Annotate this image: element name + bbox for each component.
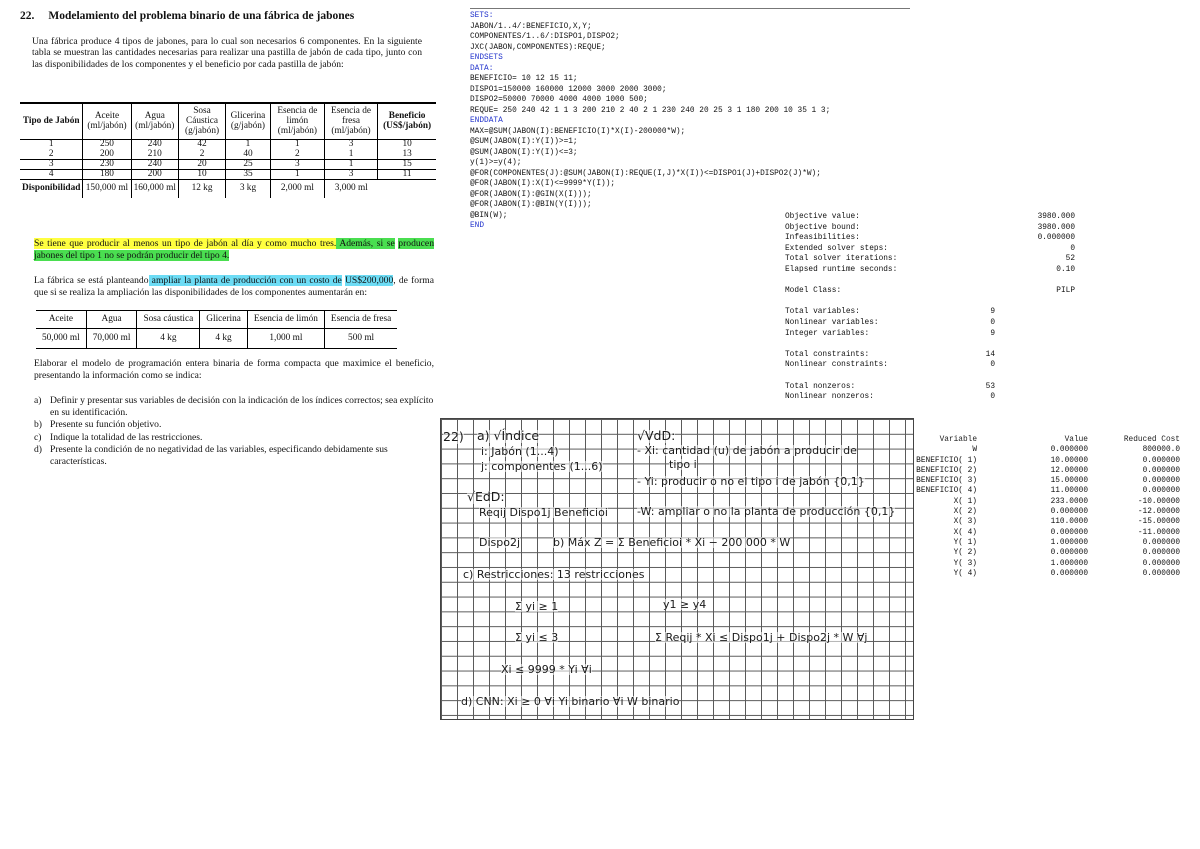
- report-value: PILP: [1056, 287, 1075, 296]
- table-header: Sosa cáustica: [137, 311, 200, 329]
- report-label: Total solver iterations:: [785, 255, 898, 264]
- table-cell: 0.000000: [1142, 538, 1180, 547]
- report-row: [785, 255, 1075, 266]
- table-row: [912, 446, 1180, 456]
- expansion-text-end: , de forma que si se realiza la ampliación las disponibilidades de los componentes aumentarán en:: [34, 275, 434, 298]
- table-cell: 250: [83, 140, 131, 150]
- table-header: Esencia de limón: [247, 311, 324, 329]
- report-row: [785, 234, 1075, 245]
- table-cell: 3,000 ml: [324, 180, 377, 198]
- table-cell: W: [972, 446, 977, 455]
- report-row: [785, 287, 1075, 298]
- report-label: Objective bound:: [785, 223, 860, 232]
- note-var-y: - Yi: producir o no el tipo i de jabón {0,1}: [637, 475, 865, 488]
- code-line: ENDDATA: [470, 117, 503, 125]
- instructions-paragraph: Elaborar el modelo de programación entera binaria de forma compacta que maximice el beneficio, presentando la información como se indica:: [34, 358, 434, 381]
- task-text: Presente la condición de no negatividad de las variables, especificando debidamente sus características.: [50, 444, 388, 467]
- column-header: Value: [1064, 436, 1088, 444]
- table-cell: X( 3): [953, 518, 977, 527]
- table-row: [912, 539, 1180, 549]
- code-line: DATA:: [470, 64, 494, 73]
- table-cell: 180: [83, 170, 131, 180]
- table-row: [912, 487, 1180, 497]
- table-cell: Y( 4): [953, 569, 977, 578]
- report-row: [785, 266, 1075, 277]
- table-header: Esencia de fresa (ml/jabón): [324, 103, 377, 140]
- table-cell: Disponibilidad: [20, 180, 83, 198]
- constraint-paragraph: [34, 238, 434, 261]
- variables-header: [912, 436, 1180, 446]
- table-cell: 230: [83, 159, 131, 169]
- table-header: Agua (ml/jabón): [131, 103, 179, 140]
- table-header: Aceite: [36, 311, 86, 329]
- report-label: Total nonzeros:: [785, 382, 856, 391]
- report-label: Nonlinear variables:: [785, 318, 879, 327]
- table-header: Esencia de limón (ml/jabón): [270, 103, 324, 140]
- code-line: ENDSETS: [470, 54, 503, 62]
- table-cell: 0.000000: [1050, 569, 1088, 578]
- table-row: [912, 467, 1180, 477]
- report-row: [785, 224, 1075, 235]
- task-text: Definir y presentar sus variables de decisión con la indicación de los índices correctos; sea explícito en su identificación.: [50, 395, 434, 418]
- table-cell: 20: [179, 159, 226, 169]
- code-line: BENEFICIO= 10 12 15 11;: [470, 75, 578, 83]
- table-cell: 240: [131, 159, 179, 169]
- task-text: Indique la totalidad de las restricciones.: [50, 431, 203, 443]
- note-constraint: y1 ≥ y4: [663, 598, 707, 611]
- report-value: 14: [985, 350, 995, 359]
- table-cell: 10: [179, 170, 226, 180]
- code-line: DISPO2=50000 70000 4000 4000 1000 500;: [470, 96, 648, 104]
- table-cell: 0.000000: [1142, 456, 1180, 465]
- table-cell: 3: [20, 159, 83, 169]
- highlight-green-b: producen jabones del tipo 1 no se podrán producir del tipo 4.: [34, 238, 434, 261]
- table-row: [20, 170, 436, 180]
- code-line: @SUM(JABON(I):Y(I))<=3;: [470, 148, 578, 157]
- report-value: 0.000000: [1037, 234, 1075, 243]
- table-cell: 1,000 ml: [247, 329, 324, 349]
- table-row: [912, 477, 1180, 487]
- table-cell: 3: [324, 140, 377, 150]
- availability-row: [20, 180, 436, 198]
- table-cell: X( 4): [953, 528, 977, 537]
- report-value: 0.10: [1056, 265, 1075, 274]
- note-index-heading: a) √Índice: [477, 428, 540, 443]
- table-row: [20, 140, 436, 150]
- report-label: Total variables:: [785, 308, 860, 317]
- highlight-blue-b: US$200,000: [345, 275, 394, 286]
- note-edd-heading: √EdD:: [467, 489, 505, 504]
- report-gap: [785, 277, 1075, 288]
- report-value: 0: [990, 318, 995, 327]
- report-row: [785, 213, 1075, 224]
- note-params: Reqij Dispo1j Beneficioi: [479, 506, 608, 519]
- table-cell: BENEFICIO( 3): [916, 477, 977, 486]
- table-cell: 42: [179, 140, 226, 150]
- table-cell: -10.00000: [1137, 497, 1180, 506]
- report-value: 3980.000: [1037, 223, 1075, 232]
- lingo-code: [470, 8, 910, 232]
- note-non-negativity: d) CNN: Xi ≥ 0 ∀i Yi binario ∀i W binario: [461, 695, 680, 708]
- table-cell: 1: [324, 159, 377, 169]
- report-label: Elapsed runtime seconds:: [785, 265, 898, 274]
- code-line: @FOR(JABON(I):@GIN(X(I)));: [470, 190, 592, 199]
- table-cell: 35: [226, 170, 271, 180]
- report-row: [785, 383, 1075, 394]
- table-cell: 1: [48, 139, 54, 150]
- solver-report: [785, 213, 1075, 404]
- table-cell: 2: [270, 150, 324, 160]
- code-line: MAX=@SUM(JABON(I):BENEFICIO(I)*X(I)-200000*W);: [470, 127, 686, 136]
- report-value: 0: [990, 393, 995, 402]
- table-cell: 70,000 ml: [86, 329, 137, 349]
- highlight-yellow: Se tiene que producir al menos un tipo de jabón al día y como mucho tres.: [34, 238, 337, 249]
- report-row: [785, 330, 1075, 341]
- table-cell: 1: [270, 170, 324, 180]
- task-label: b): [34, 419, 42, 430]
- table-cell: 3 kg: [226, 180, 271, 198]
- table-cell: Y( 2): [953, 549, 977, 558]
- note-constraint: Σ Reqij * Xi ≤ Dispo1j + Dispo2j * W ∀j: [655, 631, 868, 644]
- table-header: Glicerina: [200, 311, 248, 329]
- table-cell: 0.000000: [1142, 487, 1180, 496]
- problem-intro: Una fábrica produce 4 tipos de jabones, para lo cual son necesarios 6 componentes. En la siguiente tabla se muestran las cantidades necesarias para realizar una pastilla de jabón de cada tipo, junto con las disponibilidades de los componentes y el beneficio por cada pastilla de jabón:: [32, 35, 422, 70]
- table-cell: 11: [378, 170, 436, 180]
- table-header: Aceite (ml/jabón): [83, 103, 131, 140]
- table-cell: 11.00000: [1050, 487, 1088, 496]
- table-row: [20, 150, 436, 160]
- report-value: 9: [990, 329, 995, 338]
- task-label: d): [34, 444, 42, 455]
- report-label: Model Class:: [785, 287, 842, 296]
- table-cell: 1: [226, 140, 271, 150]
- table-cell: X( 2): [953, 508, 977, 517]
- report-label: Nonlinear constraints:: [785, 361, 888, 370]
- table-cell: 1: [270, 140, 324, 150]
- table-row: [912, 529, 1180, 539]
- note-objective: b) Máx Z = Σ Beneficioi * Xi − 200 000 * W: [553, 536, 791, 549]
- note-number: 22): [443, 429, 464, 444]
- table-cell: 13: [378, 150, 436, 160]
- table-cell: -11.00000: [1137, 528, 1180, 537]
- table-row: [912, 518, 1180, 528]
- task-text: Presente su función objetivo.: [50, 419, 162, 430]
- report-row: [785, 361, 1075, 372]
- table-cell: [378, 180, 436, 198]
- table-cell: 500 ml: [324, 329, 397, 349]
- report-row: [785, 393, 1075, 404]
- report-value: 0: [990, 361, 995, 370]
- expansion-paragraph: [34, 275, 434, 298]
- table-cell: 4 kg: [137, 329, 200, 349]
- table-cell: 0.000000: [1142, 549, 1180, 558]
- table-cell: 210: [131, 150, 179, 160]
- table-cell: 0.000000: [1050, 508, 1088, 517]
- report-row: [785, 351, 1075, 362]
- table-cell: 1.000000: [1050, 559, 1088, 568]
- code-line: JABON/1..4/:BENEFICIO,X,Y;: [470, 22, 592, 31]
- task-list: [34, 395, 439, 468]
- note-constraint: Σ yi ≥ 1: [515, 600, 559, 613]
- note-var-x-cont: tipo i: [669, 458, 697, 471]
- table-row: [912, 570, 1180, 580]
- expansion-text: La fábrica se está planteando: [34, 275, 149, 286]
- list-item: [34, 419, 439, 431]
- table-cell: 0.000000: [1050, 446, 1088, 455]
- highlight-green-a: Además, si se: [336, 238, 395, 249]
- code-line: y(1)>=y(4);: [470, 159, 522, 167]
- table-cell: BENEFICIO( 2): [916, 466, 977, 475]
- table-cell: 50,000 ml: [42, 333, 80, 344]
- problem-number: 22.: [20, 10, 35, 22]
- note-index-j: j: componentes (1...6): [481, 460, 603, 473]
- code-line: JXC(JABON,COMPONENTES):REQUE;: [470, 43, 606, 52]
- table-cell: 240: [131, 140, 179, 150]
- list-item: [34, 444, 439, 467]
- code-line: @FOR(COMPONENTES(J):@SUM(JABON(I):REQUE(I,J)*X(I))<=DISPO1(J)+DISPO2(J)*W);: [470, 169, 821, 178]
- table-cell: X( 1): [953, 497, 977, 506]
- report-row: [785, 319, 1075, 330]
- report-label: Nonlinear nonzeros:: [785, 393, 874, 402]
- task-label: a): [34, 395, 42, 406]
- table-cell: 0.000000: [1142, 477, 1180, 486]
- table-cell: 0.000000: [1050, 528, 1088, 537]
- report-value: 3980.000: [1037, 213, 1075, 221]
- note-var-w: -W: ampliar o no la planta de producción {0,1}: [637, 505, 896, 518]
- table-row: [912, 560, 1180, 570]
- table-cell: 0.000000: [1142, 559, 1180, 568]
- table-cell: BENEFICIO( 1): [916, 456, 977, 465]
- report-label: Integer variables:: [785, 329, 870, 338]
- table-cell: 0.000000: [1050, 549, 1088, 558]
- table-header: Esencia de fresa: [324, 311, 397, 329]
- note-constraint: Σ yi ≤ 3: [515, 631, 559, 644]
- table-cell: 3: [270, 159, 324, 169]
- report-label: Extended solver steps:: [785, 244, 888, 253]
- table-cell: 110.0000: [1050, 518, 1088, 527]
- table-cell: 25: [226, 159, 271, 169]
- table-header: Agua: [86, 311, 137, 329]
- table-row: [20, 159, 436, 169]
- problem-document: [20, 10, 434, 467]
- table-cell: 0.000000: [1142, 466, 1180, 475]
- code-line: @FOR(JABON(I):@BIN(Y(I)));: [470, 201, 592, 209]
- table-cell: 160,000 ml: [131, 180, 179, 198]
- table-row: [912, 508, 1180, 518]
- table-cell: -15.00000: [1137, 518, 1180, 527]
- table-cell: BENEFICIO( 4): [916, 487, 977, 496]
- table-cell: Y( 3): [953, 559, 977, 568]
- task-label: c): [34, 431, 42, 443]
- table-cell: 15: [378, 159, 436, 169]
- code-line: @FOR(JABON(I):X(I)<=9999*Y(I));: [470, 180, 616, 188]
- table-header: Glicerina (g/jabón): [226, 103, 271, 140]
- report-row: [785, 245, 1075, 256]
- problem-title: [20, 10, 425, 24]
- report-value: 53: [985, 382, 995, 391]
- list-item: [34, 432, 439, 444]
- code-line: COMPONENTES/1..6/:DISPO1,DISPO2;: [470, 33, 620, 41]
- report-value: 0: [1070, 244, 1075, 253]
- code-line: END: [470, 222, 485, 230]
- table-cell: 40: [226, 150, 271, 160]
- table-header: Tipo de Jabón: [20, 103, 83, 140]
- table-row: [36, 329, 397, 349]
- table-cell: 800000.0: [1142, 446, 1180, 455]
- table-cell: 10.00000: [1050, 456, 1088, 465]
- table-header: Beneficio (US$/jabón): [378, 103, 436, 140]
- note-vdd-heading: √VdD:: [637, 428, 676, 443]
- variables-table: [912, 436, 1180, 580]
- report-label: Total constraints:: [785, 350, 870, 359]
- table-header: Sosa Cáustica (g/jabón): [179, 103, 226, 140]
- table-cell: -12.00000: [1137, 508, 1180, 517]
- table-cell: 12 kg: [179, 180, 226, 198]
- highlight-blue-a: ampliar la planta de producción con un costo de: [148, 275, 342, 286]
- report-label: Infeasibilities:: [785, 234, 860, 243]
- note-var-x: - Xi: cantidad (u) de jabón a producir de: [637, 444, 857, 457]
- table-cell: 200: [131, 170, 179, 180]
- components-table: [20, 102, 436, 198]
- report-value: 9: [990, 308, 995, 317]
- report-gap: [785, 372, 1075, 383]
- code-line: @SUM(JABON(I):Y(I))>=1;: [470, 138, 578, 146]
- report-label: Objective value:: [785, 213, 860, 221]
- table-cell: 4 kg: [200, 329, 248, 349]
- note-constraints-heading: c) Restricciones: 13 restricciones: [463, 568, 645, 581]
- problem-title-text: Modelamiento del problema binario de una fábrica de jabones: [48, 10, 355, 22]
- report-value: 52: [1065, 255, 1075, 264]
- table-cell: 2: [179, 150, 226, 160]
- table-row: [912, 498, 1180, 508]
- note-param-dispo2: Dispo2j: [479, 536, 521, 549]
- code-line: SETS:: [470, 12, 494, 20]
- table-row: [912, 549, 1180, 559]
- table-cell: 0.000000: [1142, 569, 1180, 578]
- report-gap: [785, 340, 1075, 351]
- table-cell: 233.0000: [1050, 497, 1088, 506]
- handwritten-notes: [440, 418, 914, 720]
- table-cell: 10: [378, 140, 436, 150]
- table-row: [912, 457, 1180, 467]
- table-cell: 12.00000: [1050, 466, 1088, 475]
- table-cell: 150,000 ml: [83, 180, 131, 198]
- table-cell: 2: [48, 148, 54, 159]
- report-gap: [785, 298, 1075, 309]
- code-line: DISPO1=150000 160000 12000 3000 2000 3000;: [470, 85, 667, 94]
- table-cell: Y( 1): [953, 538, 977, 547]
- column-header: Variable: [939, 436, 977, 444]
- code-line: @BIN(W);: [470, 211, 508, 220]
- table-cell: 15.00000: [1050, 477, 1088, 486]
- table-cell: 1: [324, 150, 377, 160]
- table-cell: 1.000000: [1050, 538, 1088, 547]
- table-cell: 200: [83, 150, 131, 160]
- column-header: Reduced Cost: [1123, 436, 1180, 444]
- table-cell: 3: [324, 170, 377, 180]
- code-line: REQUE= 250 240 42 1 1 3 200 210 2 40 2 1 230 240 20 25 3 1 180 200 10 35 1 3;: [470, 106, 831, 115]
- report-row: [785, 308, 1075, 319]
- table-cell: 2,000 ml: [270, 180, 324, 198]
- list-item: [34, 395, 439, 418]
- note-constraint: Xi ≤ 9999 * Yi ∀i: [501, 663, 592, 676]
- table-cell: 4: [20, 170, 83, 180]
- expansion-table: [36, 310, 397, 349]
- note-index-i: i: Jabón (1...4): [481, 445, 559, 458]
